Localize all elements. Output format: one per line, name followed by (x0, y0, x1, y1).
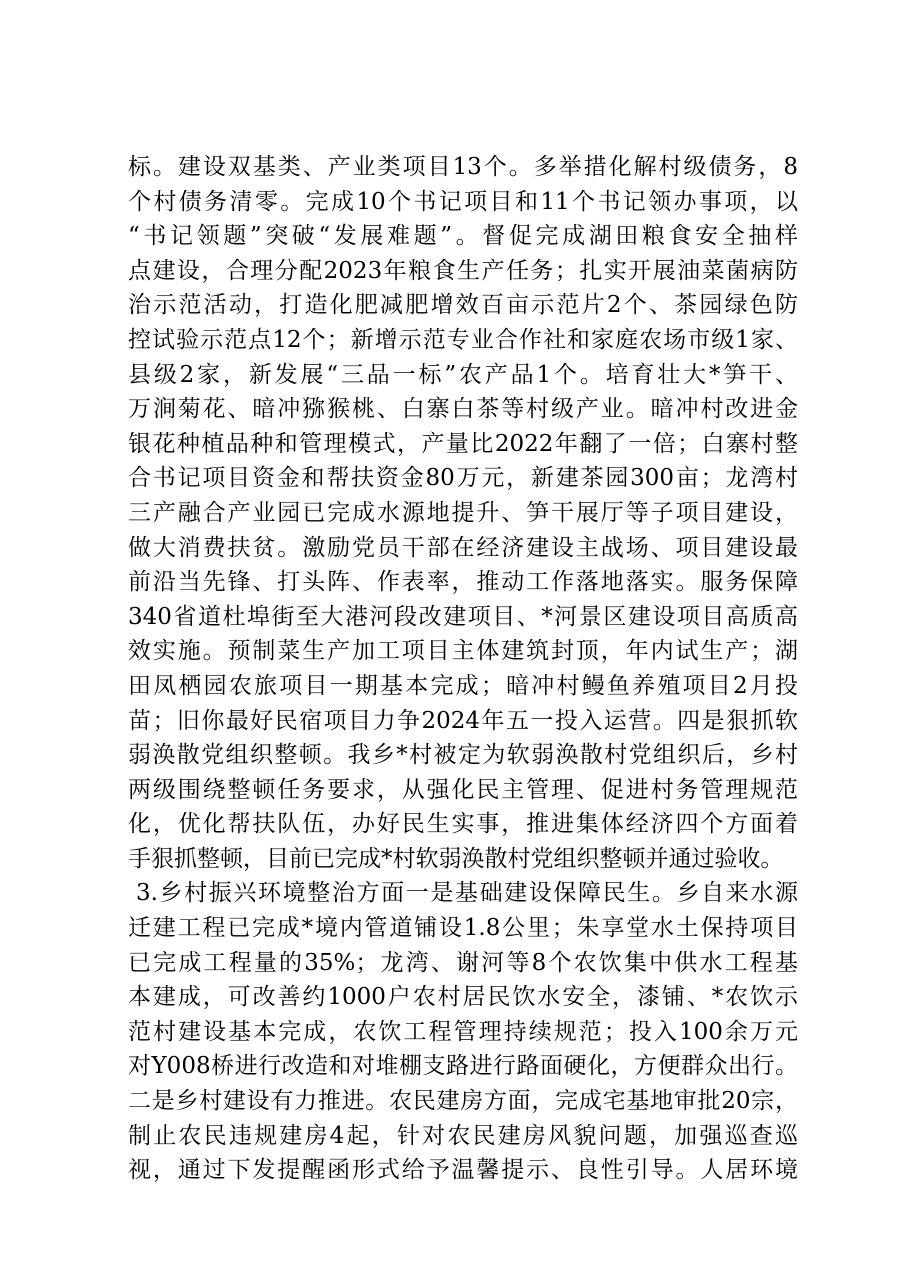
text-line: 本建成，可改善约1000户农村居民饮水安全，漆铺、*农饮示 (128, 984, 798, 1011)
text-line: 两级围绕整顿任务要求，从强化民主管理、促进村务管理规范 (128, 776, 798, 803)
body-text (128, 150, 798, 1188)
text-line: 控试验示范点12个；新增示范专业合作社和家庭农场市级1家、 (128, 326, 798, 353)
text-line: 对Y008桥进行改造和对堆棚支路进行路面硬化，方便群众出行。 (128, 1053, 798, 1080)
text-line: 合书记项目资金和帮扶资金80万元，新建茶园300亩；龙湾村 (128, 465, 798, 492)
text-line: 苗；旧你最好民宿项目力争2024年五一投入运营。四是狠抓软 (128, 707, 798, 734)
text-line: 标。建设双基类、产业类项目13个。多举措化解村级债务，8 (128, 154, 798, 180)
text-line: 三产融合产业园已完成水源地提升、笋干展厅等子项目建设， (128, 499, 798, 526)
text-line: 银花种植品种和管理模式，产量比2022年翻了一倍；白寨村整 (128, 430, 798, 457)
text-line: 做大消费扶贫。激励党员干部在经济建设主战场、项目建设最 (128, 534, 798, 561)
text-line: 前沿当先锋、打头阵、作表率，推动工作落地落实。服务保障 (128, 569, 798, 596)
text-line: 弱涣散党组织整顿。我乡*村被定为软弱涣散村党组织后，乡村 (128, 742, 798, 769)
section-heading-line: 3.乡村振兴环境整治方面一是基础建设保障民生。乡自来水源 (136, 880, 798, 907)
text-line: 化，优化帮扶队伍，办好民生实事，推进集体经济四个方面着 (128, 811, 798, 838)
text-line: 迁建工程已完成*境内管道铺设1.8公里；朱享堂水土保持项目 (128, 915, 798, 942)
text-line: 340省道杜埠街至大港河段改建项目、*河景区建设项目高质高 (128, 603, 798, 630)
text-line: 二是乡村建设有力推进。农民建房方面，完成宅基地审批20宗， (128, 1088, 798, 1115)
text-line: “书记领题”突破“发展难题”。督促完成湖田粮食安全抽样 (128, 223, 798, 250)
text-line: 范村建设基本完成，农饮工程管理持续规范；投入100余万元 (128, 1018, 798, 1045)
text-line: 万涧菊花、暗冲猕猴桃、白寨白茶等村级产业。暗冲村改进金 (128, 396, 798, 423)
text-line: 效实施。预制菜生产加工项目主体建筑封顶，年内试生产；湖 (128, 638, 798, 665)
text-line: 个村债务清零。完成10个书记项目和11个书记领办事项，以 (128, 188, 798, 215)
text-line: 治示范活动，打造化肥减肥增效百亩示范片2个、茶园绿色防 (128, 292, 798, 319)
text-line: 县级2家，新发展“三品一标”农产品1个。培育壮大*笋干、 (128, 361, 798, 388)
text-line: 已完成工程量的35%；龙湾、谢河等8个农饮集中供水工程基 (128, 949, 798, 976)
text-line: 手狠抓整顿，目前已完成*村软弱涣散村党组织整顿并通过验收。 (128, 845, 784, 872)
text-line: 点建设，合理分配2023年粮食生产任务；扎实开展油菜菌病防 (128, 257, 798, 284)
text-line: 田凤栖园农旅项目一期基本完成；暗冲村鳗鱼养殖项目2月投 (128, 672, 798, 699)
text-line: 视，通过下发提醒函形式给予温馨提示、良性引导。人居环境 (128, 1157, 798, 1184)
text-line: 制止农民违规建房4起，针对农民建房风貌问题，加强巡查巡 (128, 1122, 798, 1149)
